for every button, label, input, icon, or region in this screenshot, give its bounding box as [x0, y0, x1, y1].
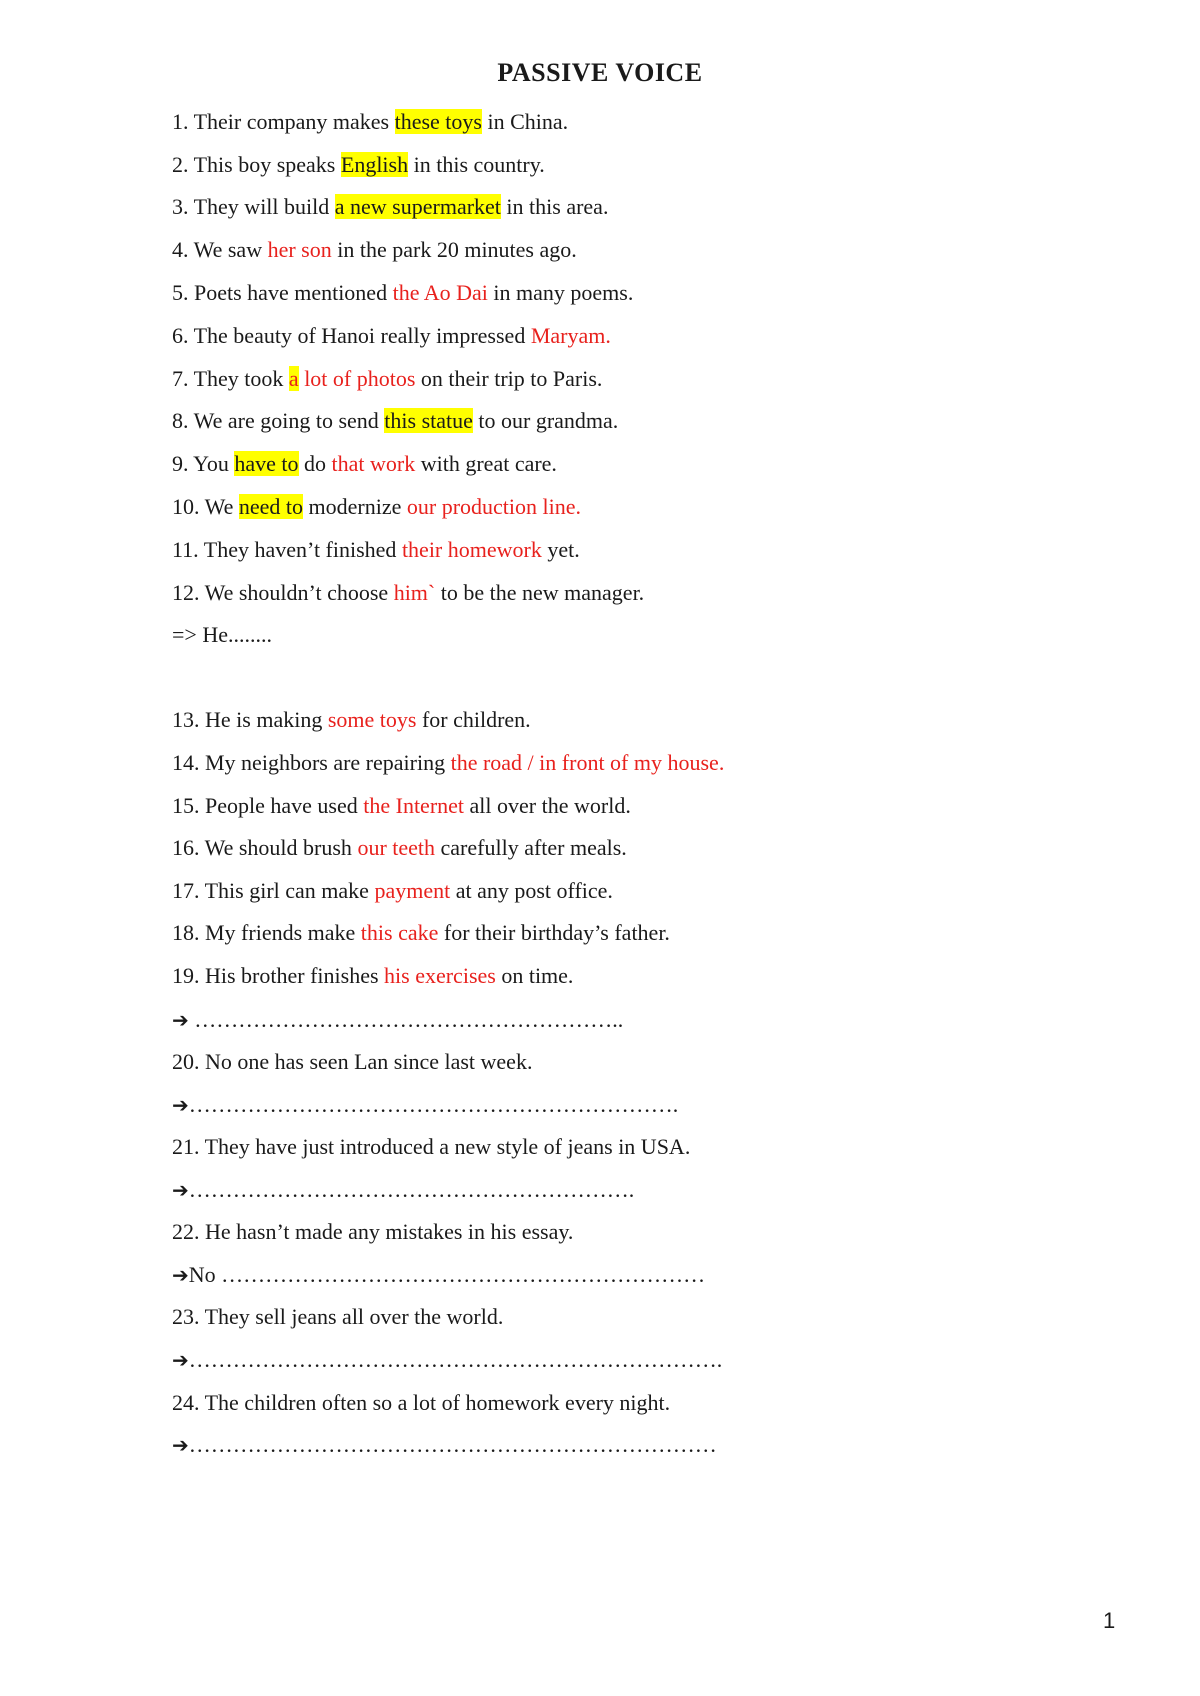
sentence-text: 2. This boy speaks	[172, 152, 341, 177]
red-phrase: Maryam.	[530, 323, 611, 348]
sentence-text: 18. My friends make	[172, 920, 361, 945]
red-phrase: lot of photos	[304, 366, 416, 391]
sentence-text: 7. They took	[172, 366, 289, 391]
sentence-text: ………………………………………………………….	[188, 1092, 679, 1117]
right-arrow-icon: ➔	[172, 1263, 189, 1287]
sentence-text: 20. No one has seen Lan since last week.	[172, 1049, 533, 1074]
sentence-text: do	[298, 451, 332, 476]
sentence-text: ………………………………………………………………	[188, 1432, 717, 1457]
exercise-line	[172, 1389, 670, 1417]
sentence-text: 22. He hasn’t made any mistakes in his essay.	[172, 1219, 574, 1244]
exercise-line	[172, 407, 618, 435]
exercise-line	[172, 450, 557, 478]
sentence-text: ……………………………………………………………….	[188, 1347, 723, 1372]
highlighted-phrase: a	[288, 366, 299, 391]
page-title: PASSIVE VOICE	[497, 58, 703, 87]
sentence-text: carefully after meals.	[435, 835, 627, 860]
red-phrase: her son	[267, 237, 332, 262]
sentence-text: in the park 20 minutes ago.	[331, 237, 577, 262]
right-arrow-icon: ➔	[172, 1008, 189, 1032]
sentence-text: to be the new manager.	[435, 580, 645, 605]
sentence-text: for children.	[416, 707, 531, 732]
red-phrase: this cake	[360, 920, 439, 945]
exercise-line	[172, 1133, 690, 1161]
right-arrow-icon: ➔	[172, 1433, 189, 1457]
sentence-text: in this country.	[408, 152, 545, 177]
sentence-text: 15. People have used	[172, 793, 364, 818]
sentence-text: 10. We	[172, 494, 239, 519]
highlighted-phrase: a new supermarket	[334, 194, 501, 219]
sentence-text: 13. He is making	[172, 707, 328, 732]
sentence-text: …………………………………………………….	[188, 1177, 635, 1202]
highlighted-phrase: this statue	[384, 408, 473, 433]
red-phrase: the Ao Dai	[392, 280, 488, 305]
sentence-text: 23. They sell jeans all over the world.	[172, 1304, 504, 1329]
right-arrow-icon: ➔	[172, 1093, 189, 1117]
sentence-text: 12. We shouldn’t choose	[172, 580, 394, 605]
red-phrase: their homework	[401, 537, 542, 562]
exercise-line	[172, 1091, 678, 1119]
exercise-line	[172, 579, 644, 607]
red-phrase: his exercises	[384, 963, 496, 988]
sentence-text: in China.	[481, 109, 569, 134]
exercise-line	[172, 279, 633, 307]
sentence-text: 16. We should brush	[172, 835, 358, 860]
highlighted-phrase: English	[340, 152, 409, 177]
exercise-line	[172, 1303, 503, 1331]
sentence-text: modernize	[303, 494, 407, 519]
exercise-line	[172, 962, 573, 990]
exercise-line	[172, 322, 611, 350]
sentence-text: 3. They will build	[172, 194, 335, 219]
red-phrase: some toys	[327, 707, 417, 732]
exercise-line	[172, 151, 545, 179]
sentence-text: …………………………………………………..	[188, 1007, 624, 1032]
sentence-text: 4. We saw	[172, 237, 268, 262]
exercise-line	[172, 877, 613, 905]
highlighted-phrase: have to	[234, 451, 299, 476]
exercise-line	[172, 1261, 705, 1289]
sentence-text: in this area.	[500, 194, 609, 219]
sentence-text: 24. The children often so a lot of homework every night.	[172, 1390, 671, 1415]
exercise-line	[172, 621, 272, 649]
exercise-line	[172, 1218, 573, 1246]
exercise-line	[172, 919, 670, 947]
exercise-line	[172, 236, 577, 264]
sentence-text: at any post office.	[450, 878, 613, 903]
red-phrase: the road / in front of my house.	[450, 750, 725, 775]
exercise-line	[172, 749, 724, 777]
sentence-text: 9. You	[172, 451, 235, 476]
sentence-text: for their birthday’s father.	[438, 920, 670, 945]
sentence-text: 17. This girl can make	[172, 878, 375, 903]
exercise-line	[172, 792, 631, 820]
red-phrase: that work	[331, 451, 416, 476]
exercise-line	[172, 1006, 623, 1034]
red-phrase: him`	[393, 580, 436, 605]
sentence-text: 5. Poets have mentioned	[172, 280, 393, 305]
sentence-text: all over the world.	[464, 793, 631, 818]
exercise-line	[172, 834, 627, 862]
red-phrase: our teeth	[357, 835, 436, 860]
red-phrase: the Internet	[363, 793, 465, 818]
sentence-text: on their trip to Paris.	[415, 366, 603, 391]
exercise-line	[172, 1346, 722, 1374]
sentence-text: with great care.	[415, 451, 557, 476]
exercise-line	[172, 1048, 532, 1076]
exercise-line	[172, 1176, 634, 1204]
sentence-text: 6. The beauty of Hanoi really impressed	[172, 323, 531, 348]
sentence-text: => He........	[172, 622, 272, 647]
right-arrow-icon: ➔	[172, 1348, 189, 1372]
highlighted-phrase: these toys	[394, 109, 482, 134]
sentence-text: 11. They haven’t finished	[172, 537, 402, 562]
sentence-text: to our grandma.	[472, 408, 619, 433]
exercise-line	[172, 1431, 717, 1459]
sentence-text: 14. My neighbors are repairing	[172, 750, 451, 775]
sentence-text: 8. We are going to send	[172, 408, 385, 433]
sentence-text: 19. His brother finishes	[172, 963, 385, 988]
exercise-line	[172, 493, 581, 521]
right-arrow-icon: ➔	[172, 1178, 189, 1202]
exercise-line	[172, 706, 531, 734]
sentence-text: yet.	[541, 537, 580, 562]
exercise-line	[172, 536, 580, 564]
sentence-text: 1. Their company makes	[172, 109, 395, 134]
sentence-text: in many poems.	[487, 280, 634, 305]
page-number: 1	[1103, 1608, 1116, 1633]
sentence-text: No …………………………………………………………	[188, 1262, 706, 1287]
exercise-line	[172, 108, 568, 136]
sentence-text: 21. They have just introduced a new style of jeans in USA.	[172, 1134, 691, 1159]
red-phrase: our production line.	[406, 494, 582, 519]
highlighted-phrase: need to	[238, 494, 304, 519]
exercise-line	[172, 365, 602, 393]
sentence-text: on time.	[495, 963, 574, 988]
exercise-line	[172, 193, 608, 221]
red-phrase: payment	[374, 878, 451, 903]
